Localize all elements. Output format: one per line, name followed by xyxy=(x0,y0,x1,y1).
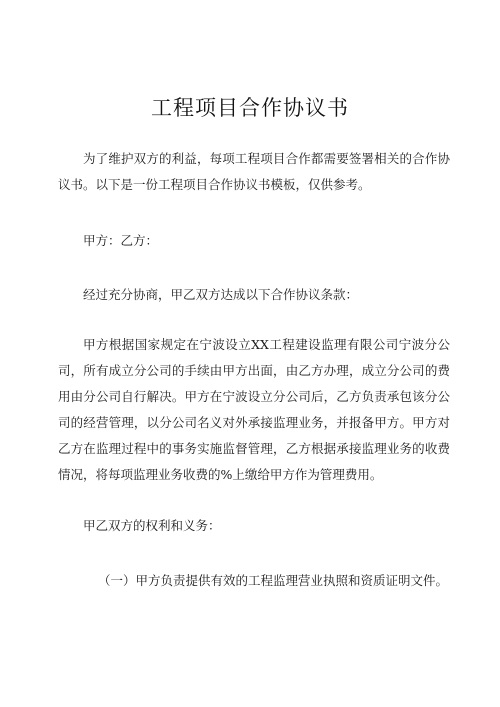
rights-obligations-heading: 甲乙双方的权利和义务： xyxy=(83,518,221,533)
document-title: 工程项目合作协议书 xyxy=(151,96,349,120)
parties-line: 甲方：乙方： xyxy=(83,233,159,248)
branch-setup-paragraph: 甲方根据国家规定在宁波设立XX工程建设监理有限公司宁波分公司，所有成立分公司的手续由甲方出面，由乙方办理，成立分公司的费用由分公司自行解决。甲方在宁波设立分公司后，乙方负责承包该分公司的经营管理，以分公司名义对外承接监理业务，并报备甲方。甲方对乙方在监理过程中的事务实施监督管理，乙方根据承接监理业务的收费情况，将每项监理业务收费的%上缴给甲方作为管理费用。 xyxy=(58,337,450,482)
intro-paragraph: 为了维护双方的利益，每项工程项目合作都需要签署相关的合作协议书。以下是一份工程项目合作协议书模板，仅供参考。 xyxy=(58,151,450,192)
agreement-intro-paragraph: 经过充分协商，甲乙双方达成以下合作协议条款： xyxy=(83,287,359,302)
clause-one-paragraph: （一）甲方负责提供有效的工程监理营业执照和资质证明文件。 xyxy=(98,573,449,588)
